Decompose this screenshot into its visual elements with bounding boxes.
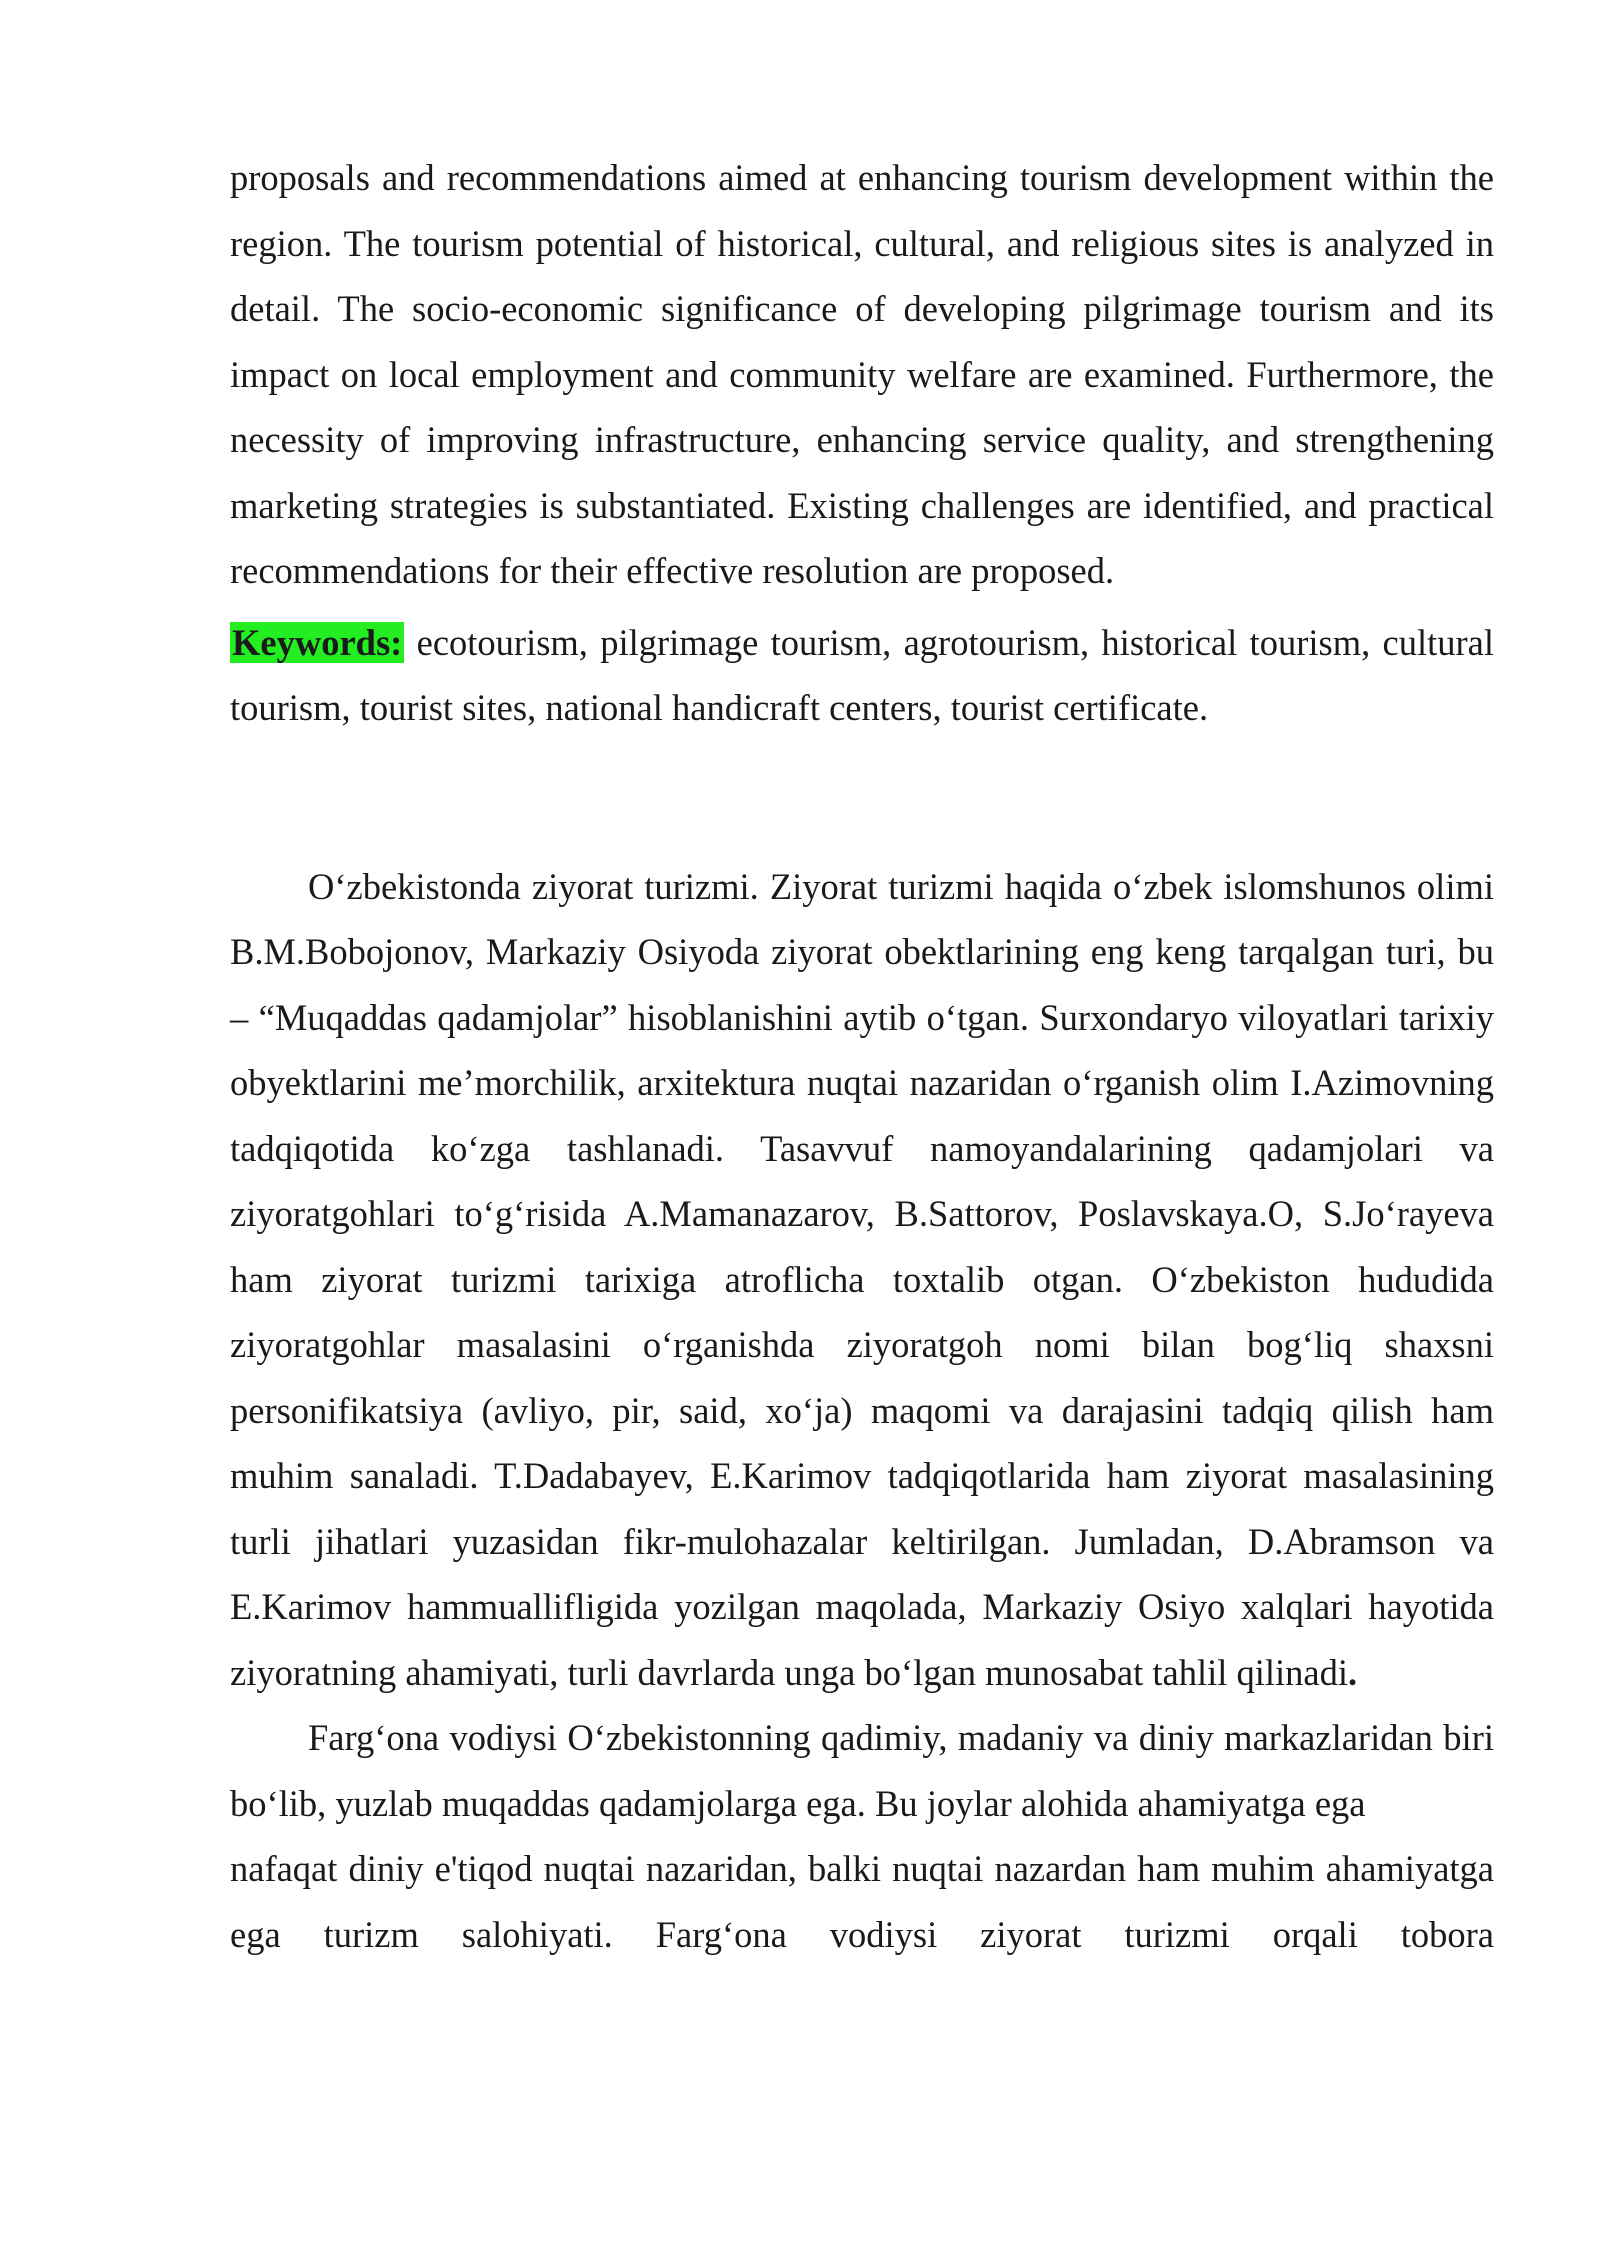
abstract-paragraph: proposals and recommendations aimed at enhancing tourism development within the region. The tourism potential of historical, cultural, and religious sites is analyzed in detail. The socio-economic significance of developing pilgrimage tourism and its impact on local employment and community welfare are examined. Furthermore, the necessity of improving infrastructure, enhancing service quality, and strengthening marketing strategies is substantiated. Existing challenges are identified, and practical recommendations for their effective resolution are proposed.: [230, 157, 1494, 591]
keywords-label: Keywords:: [232, 621, 403, 663]
body-paragraph-1-text: O‘zbekistonda ziyorat turizmi. Ziyorat turizmi haqida o‘zbek islomshunos olimi B.M.Bobojonov, Markaziy Osiyoda ziyorat obektlarining eng keng tarqalgan turi, bu – “Muqaddas qadamjolar” hisoblanishini aytib o‘tgan. Surxondaryo viloyatlari tarixiy obyektlarini me’morchilik, arxitektura nuqtai nazaridan o‘rganish olim I.Azimovning tadqiqotida ko‘zga tashlanadi. Tasavvuf namoyandalarining qadamjolari va ziyoratgohlari to‘g‘risida A.Mamanazarov, B.Sattorov, Poslavskaya.O, S.Jo‘rayeva ham ziyorat turizmi tarixiga atroflicha toxtalib otgan. O‘zbekiston hududida ziyoratgohlar masalasini o‘rganishda ziyoratgoh nomi bilan bog‘liq shaxsni personifikatsiya (avliyo, pir, said, xo‘ja) maqomi va darajasini tadqiq qilish ham muhim sanaladi. T.Dadabayev, E.Karimov tadqiqotlarida ham ziyorat masalasining turli jihatlari yuzasidan fikr-mulohazalar keltirilgan. Jumladan, D.Abramson va E.Karimov hammuallifligida yozilgan maqolada, Markaziy Osiyo xalqlari hayotida ziyoratning ahamiyati, turli davrlarda unga bo‘lgan munosabat tahlil qilinadi: [230, 865, 1494, 1693]
keywords-list: ecotourism, pilgrimage tourism, agrotourism, historical tourism, cultural tourism, tourist sites, national handicraft centers, tourist certificate.: [230, 621, 1494, 728]
section-gap: [230, 741, 1494, 854]
keywords-paragraph: [230, 610, 1494, 741]
body-paragraph-1: [230, 854, 1494, 1706]
body-paragraph-1-end: .: [1348, 1651, 1358, 1693]
body-paragraph-2-start: Farg‘ona vodiysi O‘zbekistonning qadimiy, madaniy va diniy markazlaridan biri bo‘lib, yuzlab muqaddas qadamjolarga ega. Bu joylar alohida ahamiyatga ega: [230, 1717, 1494, 1824]
document-page: [230, 145, 1494, 1967]
body-paragraph-2-continued: nafaqat diniy e'tiqod nuqtai nazaridan, balki nuqtai nazardan ham muhim ahamiyatga ega turizm salohiyati. Farg‘ona vodiysi ziyorat turizmi orqali tobora: [230, 1848, 1494, 1955]
